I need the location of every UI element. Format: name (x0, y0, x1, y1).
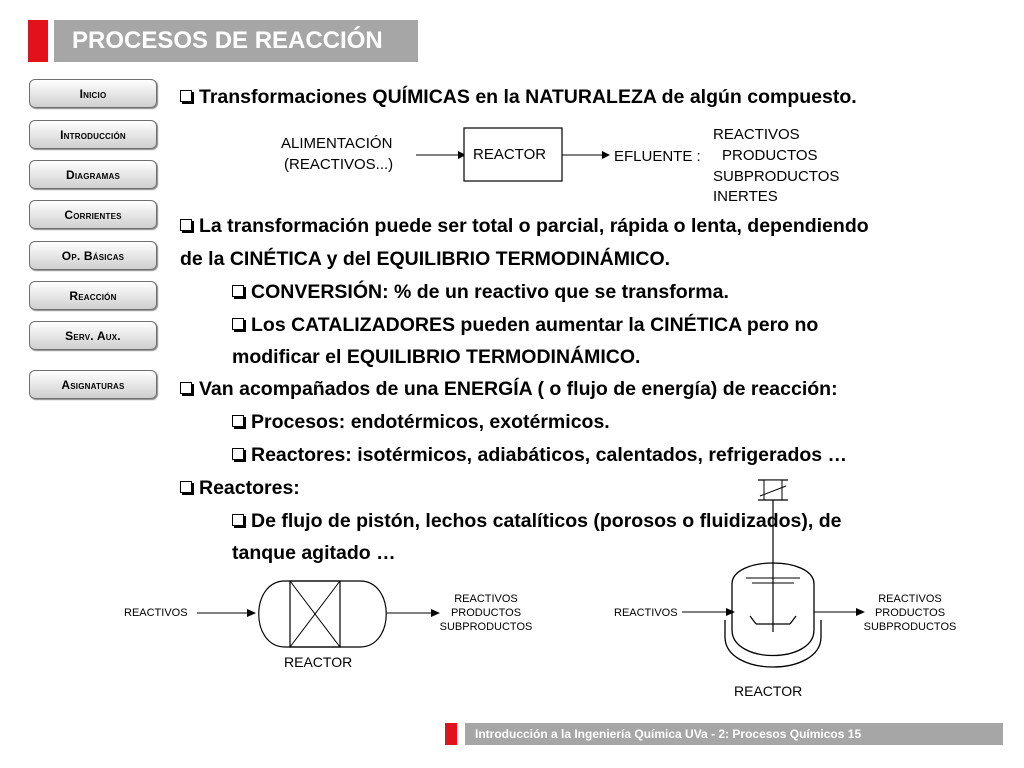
checkbox-bullet-icon (232, 318, 244, 330)
sub-bullet-line: De flujo de pistón, lechos catalíticos (porosos o fluidizados), de (232, 509, 841, 533)
bullet-line: Transformaciones QUÍMICAS en la NATURALEZA de algún compuesto. (180, 85, 857, 109)
checkbox-bullet-icon (232, 448, 244, 460)
nav-button-introduccion[interactable]: Introducción (29, 120, 157, 149)
bullet-line: Reactores: (180, 476, 300, 500)
sub-bullet-line: Reactores: isotérmicos, adiabáticos, calentados, refrigerados … (232, 443, 847, 467)
sub-bullet-line: Los CATALIZADORES pueden aumentar la CINÉTICA pero no (232, 313, 818, 337)
bullet-line: La transformación puede ser total o parcial, rápida o lenta, dependiendo (180, 214, 869, 238)
nav-button-serv-aux[interactable]: Serv. Aux. (29, 321, 157, 350)
pfr-inlet-label: REACTIVOS (124, 607, 188, 619)
checkbox-bullet-icon (232, 415, 244, 427)
effluent-item: INERTES (713, 188, 778, 205)
nav-button-reaccion[interactable]: Reacción (29, 281, 157, 310)
pfr-outlet-label: SUBPRODUCTOS (439, 621, 533, 633)
nav-button-asignaturas[interactable]: Asignaturas (29, 370, 157, 399)
stirred-tank-reactor-icon (680, 472, 870, 682)
sub-bullet-line: CONVERSIÓN: % de un reactivo que se transforma. (232, 280, 729, 304)
pfr-outlet-label: REACTIVOS (454, 593, 518, 605)
title-accent-bar (28, 20, 48, 62)
cstr-outlet-label: REACTIVOS (878, 593, 942, 605)
cstr-outlet-label: PRODUCTOS (874, 607, 946, 619)
text-line: de la CINÉTICA y del EQUILIBRIO TERMODINÁMICO. (180, 248, 671, 270)
nav-button-corrientes[interactable]: Corrientes (29, 200, 157, 229)
effluent-item: SUBPRODUCTOS (713, 168, 840, 185)
feed-label-sub: (REACTIVOS...) (284, 156, 394, 173)
page-title: PROCESOS DE REACCIÓN (54, 20, 418, 62)
effluent-item: PRODUCTOS (722, 147, 818, 164)
nav-button-op-basicas[interactable]: Op. Básicas (29, 241, 157, 270)
effluent-label: EFLUENTE : (614, 148, 701, 165)
feed-label: ALIMENTACIÓN (281, 135, 393, 152)
checkbox-bullet-icon (180, 382, 192, 394)
bullet-line: Van acompañados de una ENERGÍA ( o flujo de energía) de reacción: (180, 377, 838, 401)
checkbox-bullet-icon (180, 90, 192, 102)
checkbox-bullet-icon (180, 481, 192, 493)
sub-bullet-line: Procesos: endotérmicos, exotérmicos. (232, 410, 610, 434)
pfr-outlet-label: PRODUCTOS (450, 607, 522, 619)
footer-accent-bar (445, 723, 457, 745)
checkbox-bullet-icon (180, 219, 192, 231)
effluent-item: REACTIVOS (713, 126, 800, 143)
cstr-inlet-label: REACTIVOS (614, 607, 678, 619)
plug-flow-reactor-icon (195, 575, 445, 655)
checkbox-bullet-icon (232, 514, 244, 526)
checkbox-bullet-icon (232, 285, 244, 297)
footer-caption: Introducción a la Ingeniería Química UVa - 2: Procesos Químicos 15 (465, 723, 1003, 745)
pfr-label: REACTOR (284, 654, 353, 670)
cstr-label: REACTOR (734, 683, 803, 699)
text-line: modificar el EQUILIBRIO TERMODINÁMICO. (232, 346, 641, 368)
reactor-block-label: REACTOR (473, 146, 547, 163)
cstr-outlet-label: SUBPRODUCTOS (863, 621, 957, 633)
text-line: tanque agitado … (232, 542, 396, 564)
nav-button-diagramas[interactable]: Diagramas (29, 160, 157, 189)
nav-button-inicio[interactable]: Inicio (29, 79, 157, 108)
